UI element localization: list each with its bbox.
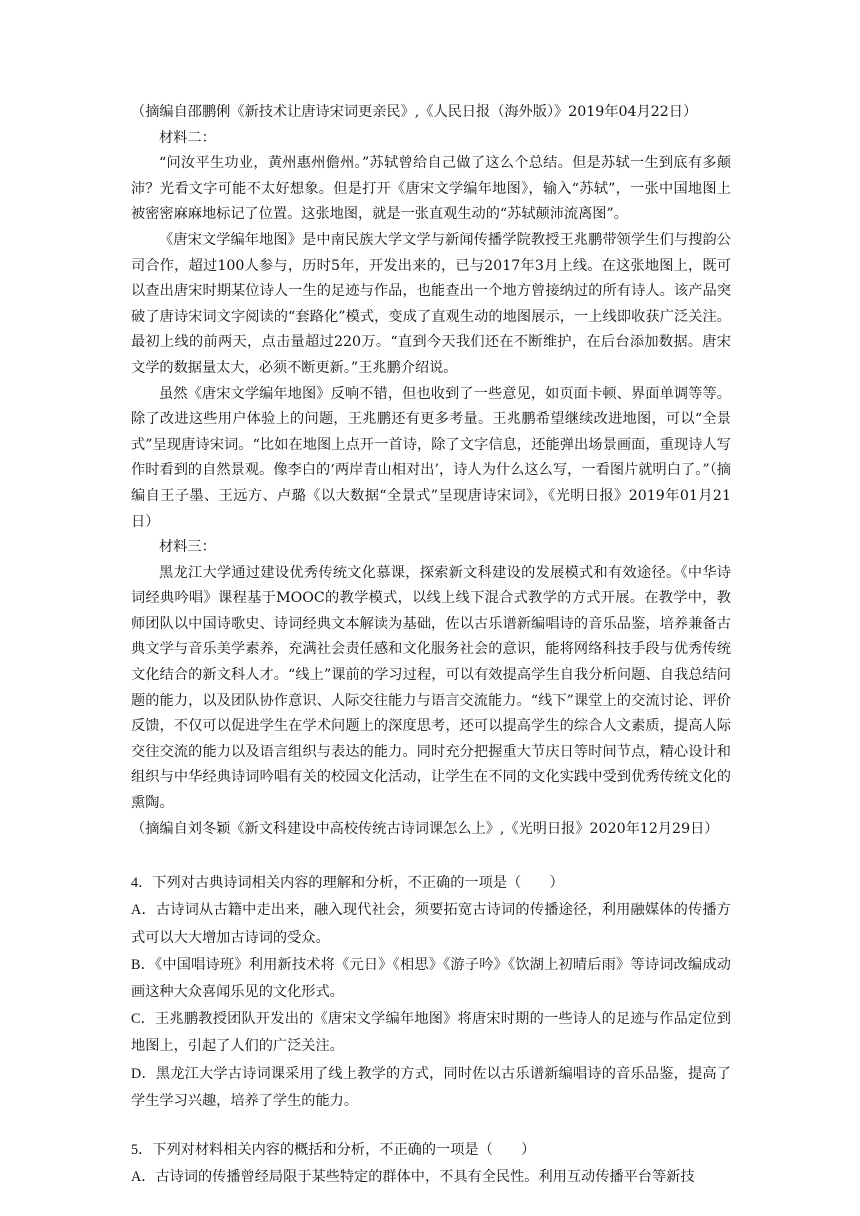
question-4-option-a: A．古诗词从古籍中走出来，融入现代社会，须要拓宽古诗词的传播途径，利用融媒体的传播方式可以大大增加古诗词的受众。 <box>131 902 731 946</box>
material-2-paragraph-1: “问汝平生功业，黄州惠州儋州。”苏轼曾给自己做了这么个总结。但是苏轼一生到底有多颠沛？光看文字可能不太好想象。但是打开《唐宋文学编年地图》，输入“苏轼”，一张中国地图上被密密麻麻地标记了位置。这张地图，就是一张直观生动的“苏轼颠沛流离图”。 <box>131 155 731 223</box>
material-2-heading: 材料二： <box>159 129 216 146</box>
question-5-option-a: A．古诗词的传播曾经局限于某些特定的群体中，不具有全民性。利用互动传播平台等新技 <box>131 1169 695 1186</box>
material-3-paragraph: 黑龙江大学通过建设优秀传统文化慕课，探索新文科建设的发展模式和有效途径。《中华诗词经典吟唱》课程基于MOOC的教学模式，以线上线下混合式教学的方式开展。在教学中，教师团队以中国诗歌史、诗词经典文本解读为基础，佐以古乐谱新编唱诗的音乐品鉴，培养兼备古典文学与音乐美学素养，充满社会责任感和文化服务社会的意识，能将网络科技手段与优秀传统文化结合的新文科人才。“线上”课前的学习过程，可以有效提高学生自我分析问题、自我总结问题的能力，以及团队协作意识、人际交往能力与语言交流能力。“线下”课堂上的交流讨论、评价反馈，不仅可以促进学生在学术问题上的深度思考，还可以提高学生的综合人文素质，提高人际交往交流的能力以及语言组织与表达的能力。同时充分把握重大节庆日等时间节点，精心设计和组织与中华经典诗词吟唱有关的校园文化活动，让学生在不同的文化实践中受到优秀传统文化的熏陶。 <box>131 564 731 812</box>
question-5-stem: 5．下列对材料相关内容的概括和分析，不正确的一项是（ ） <box>131 1142 536 1159</box>
question-4 <box>131 870 731 1115</box>
question-4-option-b: B．《中国唱诗班》利用新技术将《元日》《相思》《游子吟》《饮湖上初晴后雨》等诗词改编成动画这种大众喜闻乐见的文化形式。 <box>131 956 731 1001</box>
material-2-paragraph-2: 《唐宋文学编年地图》是中南民族大学文学与新闻传播学院教授王兆鹏带领学生们与搜韵公司合作，超过100人参与，历时5年，开发出来的，已与2017年3月上线。在这张地图上，既可以查出唐宋时期某位诗人一生的足迹与作品，也能查出一个地方曾接纳过的所有诗人。该产品突破了唐诗宋词文字阅读的“套路化”模式，变成了直观生动的地图展示，一上线即收获广泛关注。最初上线的前两天，点击量超过220万。“直到今天我们还在不断维护，在后台添加数据。唐宋文学的数据量太大，必须不断更新。”王兆鹏介绍说。 <box>131 231 731 376</box>
source-citation-1: （摘编自邵鹏俐《新技术让唐诗宋词更亲民》,《人民日报（海外版）》2019年04月22日） <box>131 104 698 120</box>
source-citation-3: （摘编自刘冬颖《新文科建设中高校传统古诗词课怎么上》,《光明日报》2020年12月29日） <box>131 820 719 837</box>
material-3-heading: 材料三： <box>159 539 216 556</box>
question-4-option-d: D．黑龙江大学古诗词课采用了线上教学的方式，同时佐以古乐谱新编唱诗的音乐品鉴，提高了学生学习兴趣，培养了学生的能力。 <box>131 1065 731 1109</box>
question-4-stem: 4．下列对古典诗词相关内容的理解和分析，不正确的一项是（ ） <box>131 875 564 892</box>
question-4-option-c: C．王兆鹏教授团队开发出的《唐宋文学编年地图》将唐宋时期的一些诗人的足迹与作品定位到地图上，引起了人们的广泛关注。 <box>131 1011 731 1055</box>
question-5 <box>131 1137 731 1191</box>
exam-page <box>131 100 731 1191</box>
material-2-paragraph-3: 虽然《唐宋文学编年地图》反响不错，但也收到了一些意见，如页面卡顿、界面单调等等。除了改进这些用户体验上的问题，王兆鹏还有更多考量。王兆鹏希望继续改进地图，可以“全景式”呈现唐诗宋词。“比如在地图上点开一首诗，除了文字信息，还能弹出场景画面，重现诗人写作时看到的自然景观。像李白的‘两岸青山相对出’，诗人为什么这么写，一看图片就明白了。”（摘编自王子墨、王远方、卢璐《以大数据“全景式”呈现唐诗宋词》，《光明日报》2019年01月21日） <box>131 385 731 530</box>
